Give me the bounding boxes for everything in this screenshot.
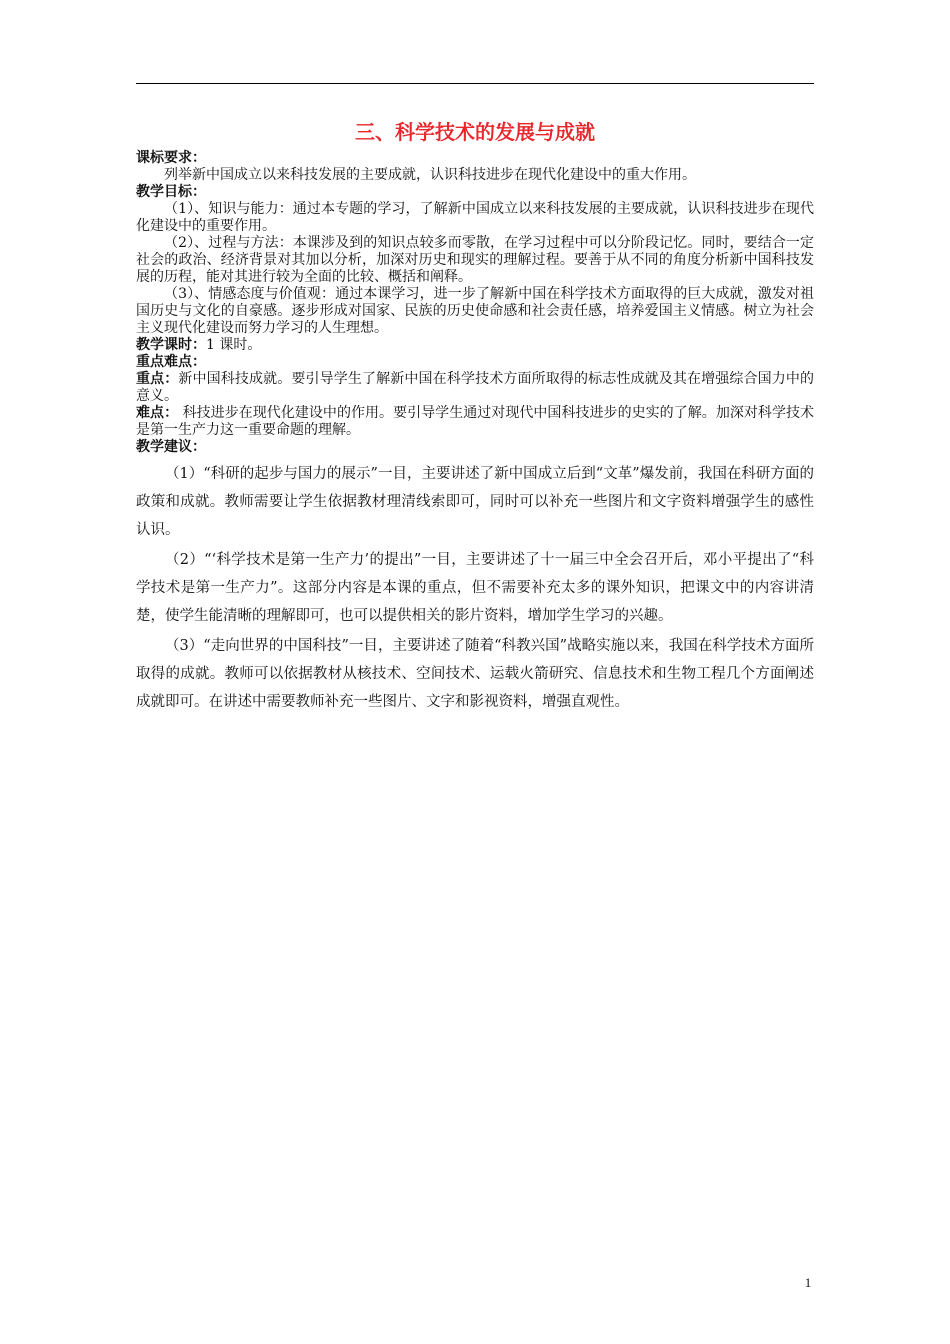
- suggestion-item-1: （1）“科研的起步与国力的展示”一目，主要讲述了新中国成立后到“文革”爆发前，我国在科研方面的政策和成就。教师需要让学生依据教材理清线索即可，同时可以补充一些图片和文字资料增强学生的感性认识。: [136, 466, 814, 538]
- key-points-heading: 重点难点：: [136, 354, 206, 370]
- curriculum-text: 列举新中国成立以来科技发展的主要成就，认识科技进步在现代化建设中的重大作用。: [164, 167, 696, 183]
- difficulty-label: 难点：: [136, 405, 179, 421]
- page-title: 三、科学技术的发展与成就: [355, 120, 595, 144]
- goals-heading: 教学目标：: [136, 184, 206, 200]
- goal-item-3: （3）、情感态度与价值观：通过本课学习，进一步了解新中国在科学技术方面取得的巨大成就，激发对祖国历史与文化的自豪感。逐步形成对国家、民族的历史使命感和社会责任感，培养爱国主义情感。树立为社会主义现代化建设而努力学习的人生理想。: [136, 286, 814, 336]
- goal-item-2: （2）、过程与方法：本课涉及到的知识点较多而零散，在学习过程中可以分阶段记忆。同时，要结合一定社会的政治、经济背景对其加以分析，加深对历史和现实的理解过程。要善于从不同的角度分析新中国科技发展的历程，能对其进行较为全面的比较、概括和阐释。: [136, 235, 814, 285]
- hours-text: 1 课时。: [206, 337, 262, 353]
- key-point-text: 新中国科技成就。要引导学生了解新中国在科学技术方面所取得的标志性成就及其在增强综合国力中的意义。: [136, 371, 815, 404]
- curriculum-heading: 课标要求：: [136, 150, 206, 166]
- difficulty-text: 科技进步在现代化建设中的作用。要引导学生通过对现代中国科技进步的史实的了解。加深对科学技术是第一生产力这一重要命题的理解。: [136, 405, 815, 438]
- hours-heading: 教学课时：: [136, 337, 206, 353]
- difficulty-paragraph: [136, 405, 814, 439]
- key-point-paragraph: [136, 371, 814, 405]
- suggestions-heading: 教学建议：: [136, 439, 206, 455]
- suggestion-item-2: （2）“‘科学技术是第一生产力’的提出”一目，主要讲述了十一届三中全会召开后，邓小平提出了“科学技术是第一生产力”。这部分内容是本课的重点，但不需要补充太多的课外知识，把课文中的内容讲清楚，使学生能清晰的理解即可，也可以提供相关的影片资料，增加学生学习的兴趣。: [136, 552, 814, 624]
- header-rule: [136, 83, 814, 84]
- compact-sections: [136, 150, 814, 456]
- page-number: 1: [804, 1275, 812, 1290]
- suggestion-item-3: （3）“走向世界的中国科技”一目，主要讲述了随着“科教兴国”战略实施以来，我国在科学技术方面所取得的成就。教师可以依据教材从核技术、空间技术、运载火箭研究、信息技术和生物工程几个方面阐述成就即可。在讲述中需要教师补充一些图片、文字和影视资料，增强直观性。: [136, 638, 814, 710]
- suggestions-list: [136, 460, 814, 716]
- key-point-label: 重点：: [136, 371, 179, 387]
- document-body: [136, 118, 814, 718]
- hours-line: [136, 337, 814, 354]
- goal-item-1: （1）、知识与能力：通过本专题的学习，了解新中国成立以来科技发展的主要成就，认识科技进步在现代化建设中的重要作用。: [136, 201, 814, 234]
